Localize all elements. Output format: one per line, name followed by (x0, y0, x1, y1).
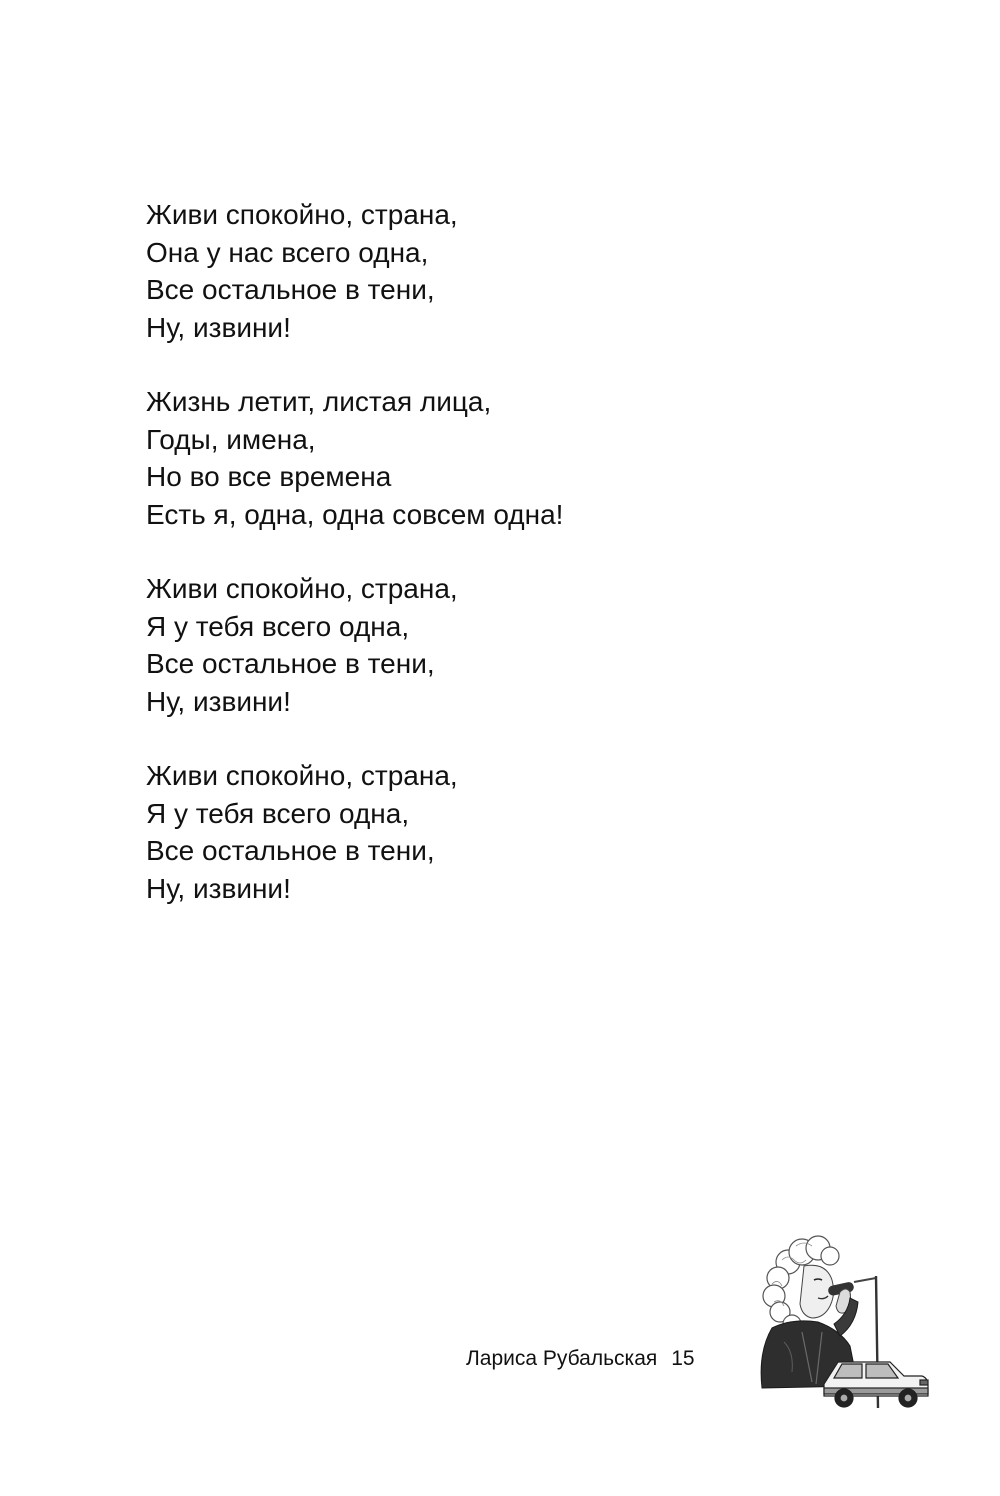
poem-line: Но во все времена (146, 461, 392, 492)
poem-line: Живи спокойно, страна, (146, 760, 458, 791)
page-number: 15 (671, 1347, 695, 1370)
singer-illustration-icon (744, 1232, 940, 1412)
poem-line: Годы, имена, (146, 423, 316, 455)
poem-line: Живи спокойно, страна, (146, 573, 458, 604)
poem-line: Жизнь летит, листая лица, (146, 386, 492, 417)
author-name: Лариса Рубальская (466, 1347, 658, 1370)
poem-line: Ну, извини! (146, 311, 291, 343)
poem-line: Ну, извини! (146, 685, 291, 717)
poem-line: Она у нас всего одна, (146, 236, 429, 268)
poem-line: Все остальное в тени, (146, 274, 435, 305)
poem-line: Живи спокойно, страна, (146, 199, 458, 230)
stanza-3 (146, 570, 866, 720)
poem-line: Все остальное в тени, (146, 835, 435, 866)
stanza-4 (146, 757, 866, 907)
stanza-1 (146, 196, 866, 346)
stanza-2 (146, 383, 866, 533)
poem-line: Ну, извини! (146, 872, 291, 904)
page-footer (466, 1345, 695, 1373)
poem-line: Есть я, одна, одна совсем одна! (146, 498, 564, 530)
poem-line: Я у тебя всего одна, (146, 797, 410, 829)
poem-line: Я у тебя всего одна, (146, 610, 410, 642)
poem-line: Все остальное в тени, (146, 648, 435, 679)
poem-body (146, 196, 866, 944)
